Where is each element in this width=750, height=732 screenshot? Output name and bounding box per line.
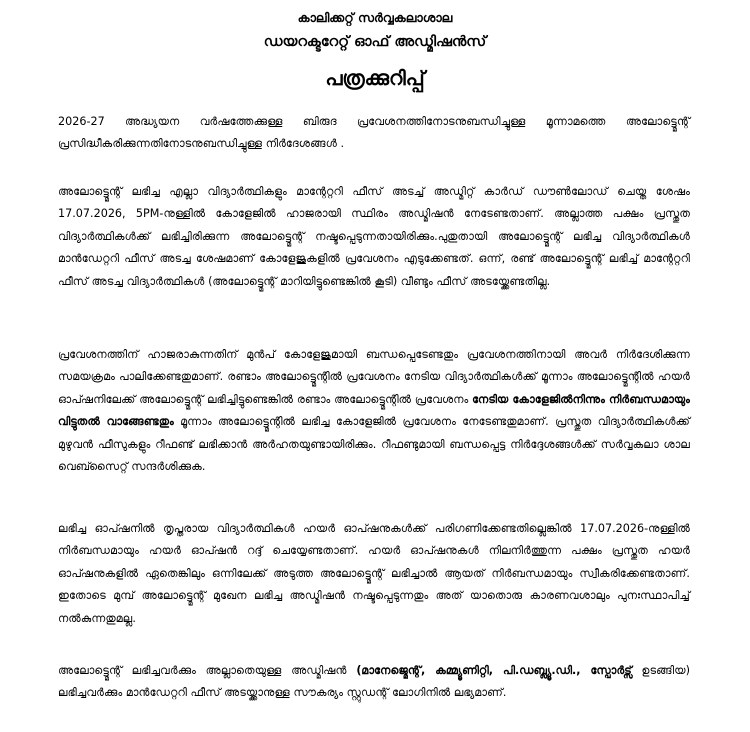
paragraph-intro: 2026-27 അദ്ധ്യയന വർഷത്തേക്കുള്ള ബിരുദ പ്രവേശനത്തിനോടനുബന്ധിച്ചുള്ള മൂന്നാമത്തെ അലോട്ട്മെന്റ് പ്രസിദ്ധീകരിക്കുന്നതിനോടനുബന്ധിച്ചുള്ള നിർദേശങ്ങൾ .	[58, 115, 690, 151]
paragraph-text: അലോട്ട്മെന്റ് ലഭിച്ചവർക്കും അല്ലാതെയുള്ള അഡ്മിഷൻ	[58, 664, 357, 677]
paragraph-higher-option: ലഭിച്ച ഓപ്ഷനിൽ തൃപ്തരായ വിദ്യാർത്ഥികൾ ഹയർ ഓപ്ഷനുകൾക്ക് പരിഗണിക്കേണ്ടതില്ലെങ്കിൽ 17.07.2026-നുള്ളിൽ നിർബന്ധമായും ഹയർ ഓപ്ഷൻ റദ്ദ് ചെയ്യേണ്ടതാണ്. ഹയർ ഓപ്ഷനുകൾ നിലനിർത്തുന്ന പക്ഷം പ്രസ്തുത ഹയർ ഓപ്ഷനുകളിൽ ഏതെങ്കിലും ഒന്നിലേക്ക് അടുത്ത അലോട്ട്മെന്റ് ലഭിച്ചാൽ ആയത് നിർബന്ധമായും സ്വീകരിക്കേണ്ടതാണ്. ഇതോടെ മുമ്പ് അലോട്ട്മെന്റ് മുഖേന ലഭിച്ച അഡ്മിഷൻ നഷ്ടപ്പെടുന്നതും അത് യാതൊരു കാരണവശാലും പുനഃസ്ഥാപിച്ച് നൽകുന്നതുമല്ല.	[58, 522, 690, 625]
paragraph-text: പ്രവേശനത്തിന് ഹാജരാകുന്നതിന് മുൻപ് കോളേജുമായി ബന്ധപ്പെടേണ്ടതും പ്രവേശനത്തിനായി അവർ നിർദേശിക്കുന്ന സമയക്രമം പാലിക്കേണ്ടതുമാണ്. രണ്ടാം അലോട്ട്മെന്റിൽ പ്രവേശനം നേടിയ വിദ്യാർത്ഥികൾക്ക് മൂന്നാം അലോട്ട്മെന്റിൽ ഹയർ ഓപ്ഷനിലേക്ക് അലോട്ട്മെന്റ് ലഭിച്ചിട്ടുണ്ടെങ്കിൽ രണ്ടാം അലോട്ട്മെന്റിൽ പ്രവേശനം	[58, 348, 690, 406]
directorate-name: ഡയറക്ടറേറ്റ് ഓഫ് അഡ്മിഷൻസ്	[263, 34, 487, 50]
paragraph-text: ഉടങ്ങിയ) ലഭിച്ചവർക്കും മാൻഡേറ്ററി ഫീസ് അടയ്ക്കാനുള്ള സൗകര്യം സ്റ്റുഡന്റ് ലോഗിനിൽ ലഭ്യമാണ്.	[58, 664, 691, 700]
university-name: കാലിക്കറ്റ് സർവ്വകലാശാല	[297, 10, 453, 25]
document-title: പത്രക്കുറിപ്പ്	[325, 66, 425, 90]
paragraph-fee-payment: അലോട്ട്മെന്റ് ലഭിച്ച എല്ലാ വിദ്യാർത്ഥികളും മാന്റേറ്ററി ഫീസ് അടച്ച് അഡ്മിറ്റ് കാർഡ് ഡൗൺലോഡ് ചെയ്ത ശേഷം 17.07.2026, 5PM-നുള്ളിൽ കോളേജിൽ ഹാജരായി സ്ഥിരം അഡ്മിഷൻ നേടേണ്ടതാണ്. അല്ലാത്ത പക്ഷം പ്രസ്തുത വിദ്യാർത്ഥികൾക്ക് ലഭിച്ചിരിക്കുന്ന അലോട്ട്മെന്റ് നഷ്ടപ്പെടുന്നതായിരിക്കും.പുതുതായി അലോട്ട്മെന്റ് ലഭിച്ച വിദ്യാർത്ഥികൾ മാൻഡേറ്ററി ഫീസ് അടച്ച ശേഷമാണ് കോളേജുകളിൽ പ്രവേശനം എടുക്കേണ്ടത്. ഒന്ന്, രണ്ട് അലോട്ട്മെന്റ് ലഭിച്ച് മാന്റേറ്ററി ഫീസ് അടച്ച വിദ്യാർത്ഥികൾ (അലോട്ട്മെന്റ് മാറിയിട്ടുണ്ടെങ്കിൽ കൂടി) വീണ്ടും ഫീസ് അടയ്ക്കേണ്ടതില്ല.	[58, 185, 690, 288]
paragraph-emphasis: (മാനേജ്മെന്റ്, കമ്മ്യൂണിറ്റി, പി.ഡബ്ല്യൂ.ഡി., സ്പോർട്സ്	[356, 664, 632, 677]
paragraph-college-admission	[58, 344, 690, 478]
paragraph-other-admission	[58, 660, 690, 705]
paragraph-emphasis: നേടിയ കോളേജിൽനിന്നും നിർബന്ധമായും വിട്ടുതൽ വാങ്ങേണ്ടതും	[58, 392, 690, 429]
paragraph-text: മൂന്നാം അലോട്ട്മെന്റിൽ ലഭിച്ച കോളേജിൽ പ്രവേശനം നേടേണ്ടതുമാണ്. പ്രസ്തുത വിദ്യാർത്ഥികൾക്ക് മുഴുവൻ ഫീസുകളും റീഫണ്ട് ലഭിക്കാൻ അർഹതയുണ്ടായിരിക്കും. റീഫണ്ടുമായി ബന്ധപ്പെട്ട നിർദ്ദേശങ്ങൾക്ക് സർവ്വകലാ ശാല വെബ്സൈറ്റ് സന്ദർശിക്കുക.	[58, 415, 690, 474]
